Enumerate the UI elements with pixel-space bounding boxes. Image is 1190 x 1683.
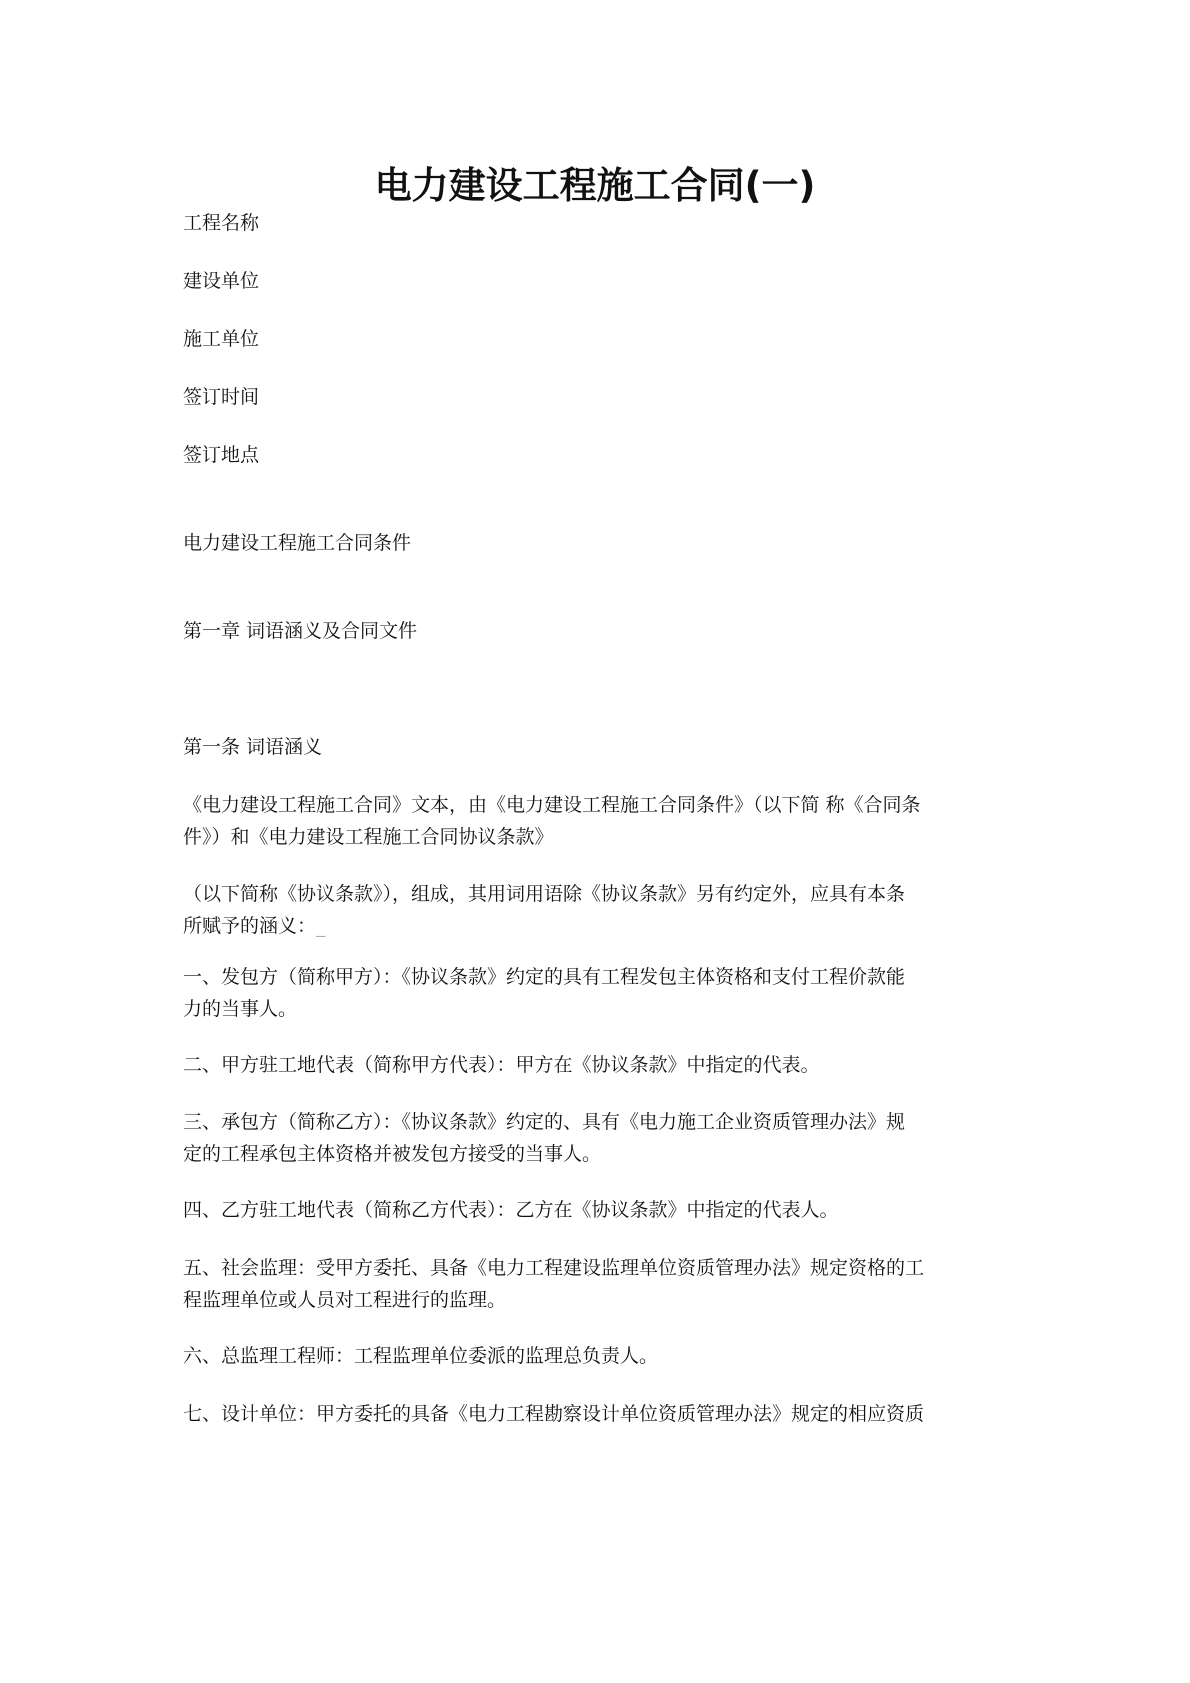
definition-item-4: 四、乙方驻工地代表（简称乙方代表）：乙方在《协议条款》中指定的代表人。	[183, 1199, 839, 1221]
paragraph-intro: 《电力建设工程施工合同》文本，由《电力建设工程施工合同条件》（以下简 称《合同条 件》）和《电力建设工程施工合同协议条款》	[183, 794, 921, 848]
definition-item-1: 一、发包方（简称甲方）：《协议条款》约定的具有工程发包主体资格和支付工程价款能 力的当事人。	[183, 966, 906, 1020]
cover-field-sign-place: 签订地点	[183, 444, 260, 466]
definition-item-3: 三、承包方（简称乙方）：《协议条款》约定的、具有《电力施工企业资质管理办法》规 定的工程承包主体资格并被发包方接受的当事人。	[183, 1111, 906, 1165]
cover-field-contractor: 施工单位	[183, 328, 260, 350]
definition-item-7: 七、设计单位：甲方委托的具备《电力工程勘察设计单位资质管理办法》规定的相应资质	[183, 1403, 925, 1425]
definition-item-5: 五、社会监理：受甲方委托、具备《电力工程建设监理单位资质管理办法》规定资格的工 程监理单位或人员对工程进行的监理。	[183, 1257, 925, 1311]
document-title: 电力建设工程施工合同(一)	[374, 164, 816, 207]
section-heading: 电力建设工程施工合同条件	[183, 532, 412, 554]
definition-item-2: 二、甲方驻工地代表（简称甲方代表）：甲方在《协议条款》中指定的代表。	[183, 1054, 820, 1076]
cover-field-project-name: 工程名称	[183, 212, 260, 234]
cover-field-owner: 建设单位	[183, 270, 260, 292]
cover-field-sign-date: 签订时间	[183, 386, 260, 408]
chapter-heading: 第一章 词语涵义及合同文件	[183, 620, 418, 642]
definition-item-6: 六、总监理工程师：工程监理单位委派的监理总负责人。	[183, 1345, 659, 1367]
paragraph-abbreviation: （以下简称《协议条款》），组成，其用词用语除《协议条款》另有约定外，应具有本条 所赋予的涵义：_	[183, 883, 906, 937]
article-heading: 第一条 词语涵义	[183, 736, 323, 758]
text-cursor: _	[316, 915, 326, 937]
